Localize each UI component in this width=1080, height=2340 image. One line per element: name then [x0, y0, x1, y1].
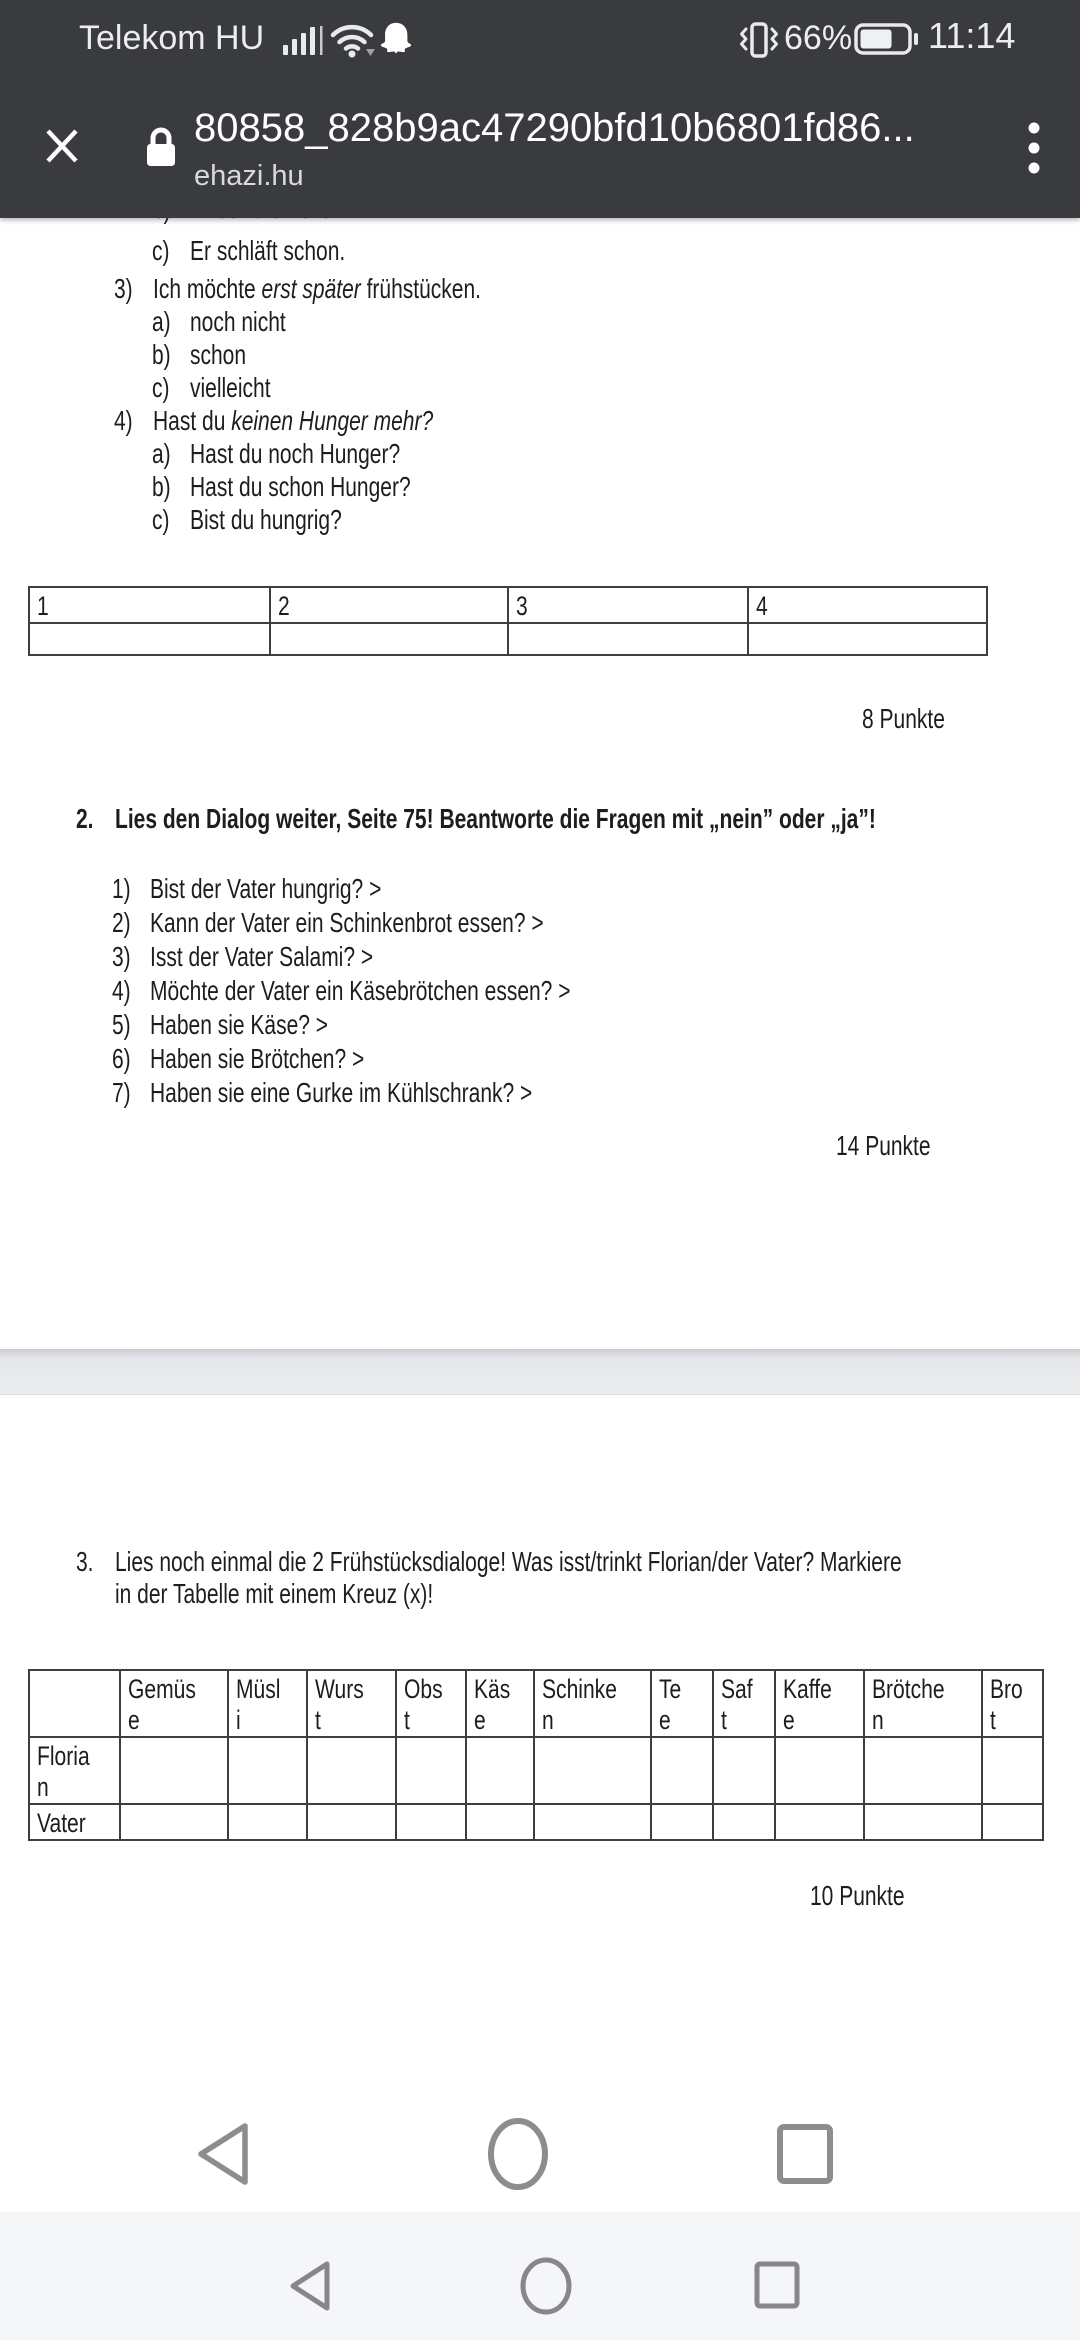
- doc-line: [0, 404, 1080, 437]
- table-cell: [120, 1804, 228, 1840]
- instruction-text: in der Tabelle mit einem Kreuz (x)!: [115, 1578, 434, 1609]
- list-marker: 4): [114, 405, 133, 436]
- table-cell: [228, 1804, 307, 1840]
- vibrate-icon: [736, 22, 782, 58]
- table-cell: [713, 1804, 775, 1840]
- list-text: schon: [190, 339, 247, 370]
- top-bar: [0, 0, 1080, 218]
- doc-line: [0, 371, 1080, 404]
- back-button[interactable]: [285, 2258, 335, 2314]
- doc-line: 6) Haben sie Brötchen? >: [112, 1043, 365, 1074]
- doc-line: [0, 470, 1080, 503]
- list-text: Hast du noch Hunger?: [190, 438, 401, 469]
- doc-line: [0, 305, 1080, 338]
- table-cell: [396, 1804, 466, 1840]
- table-cell: [29, 1670, 120, 1737]
- table-cell: [651, 1737, 713, 1804]
- table-cell: Käs e: [466, 1670, 534, 1737]
- table-cell: [307, 1804, 396, 1840]
- table-cell: [713, 1737, 775, 1804]
- doc-line: [0, 437, 1080, 470]
- list-text: Hast du keinen Hunger mehr?: [153, 405, 434, 436]
- list-marker: c): [152, 372, 170, 403]
- points-label: 10 Punkte: [810, 1880, 905, 1911]
- doc-line: 5) Haben sie Käse? >: [112, 1009, 329, 1040]
- table-cell: [864, 1804, 982, 1840]
- doc-line: [0, 338, 1080, 371]
- lock-icon: [142, 124, 180, 170]
- list-text: noch nicht: [190, 306, 286, 337]
- table-row-label: Vater: [29, 1804, 120, 1840]
- carrier-label: Telekom HU: [79, 19, 265, 57]
- list-marker: 3.: [76, 1546, 94, 1577]
- table-cell: [466, 1737, 534, 1804]
- table-cell: [120, 1737, 228, 1804]
- table-cell: 2: [270, 587, 508, 623]
- table-cell: Schinke n: [534, 1670, 651, 1737]
- doc-line: 4) Möchte der Vater ein Käsebrötchen essen? >: [112, 975, 571, 1006]
- list-marker: 2.: [76, 803, 94, 834]
- list-marker: a): [152, 306, 171, 337]
- doc-line: [0, 503, 1080, 536]
- signal-icon: [283, 24, 325, 56]
- doc-line: 7) Haben sie eine Gurke im Kühlschrank? >: [112, 1077, 533, 1108]
- table-cell: 1: [29, 587, 270, 623]
- kebab-menu-icon[interactable]: [1026, 120, 1042, 176]
- table-cell: [466, 1804, 534, 1840]
- table-cell: [508, 623, 748, 655]
- embedded-recents-icon: [776, 2124, 834, 2184]
- table-cell: 3: [508, 587, 748, 623]
- points-label: 8 Punkte: [862, 703, 945, 734]
- doc-line: 2) Kann der Vater ein Schinkenbrot essen? >: [112, 907, 544, 938]
- clock-label: 11:14: [928, 15, 1016, 56]
- battery-icon: [854, 23, 920, 55]
- table-cell: [534, 1804, 651, 1840]
- wifi-icon: [330, 22, 376, 58]
- table-cell: Bro t: [982, 1670, 1043, 1737]
- table-cell: Brötche n: [864, 1670, 982, 1737]
- table-cell: [651, 1804, 713, 1840]
- page-domain: ehazi.hu: [194, 160, 304, 192]
- table-cell: [775, 1804, 864, 1840]
- list-text: Hast du schon Hunger?: [190, 471, 411, 502]
- table-cell: Kaffe e: [775, 1670, 864, 1737]
- exercise2-instruction: [0, 802, 1080, 835]
- table-cell: [775, 1737, 864, 1804]
- table-cell: Saf t: [713, 1670, 775, 1737]
- page-break-divider: [0, 1349, 1080, 1395]
- recents-button[interactable]: [753, 2261, 801, 2309]
- page-title: 80858_828b9ac47290bfd10b6801fd86...: [194, 106, 915, 150]
- list-text: vielleicht: [190, 372, 271, 403]
- doc-line: 3) Isst der Vater Salami? >: [112, 941, 374, 972]
- doc-line: [0, 234, 1080, 267]
- embedded-back-icon: [190, 2118, 256, 2190]
- answers-table: [28, 586, 988, 656]
- table-cell: [270, 623, 508, 655]
- marking-table: [28, 1669, 1044, 1841]
- home-button[interactable]: [519, 2257, 573, 2315]
- table-cell: 4: [748, 587, 987, 623]
- list-marker: a): [152, 438, 171, 469]
- list-marker: b): [152, 339, 171, 370]
- table-cell: [748, 623, 987, 655]
- list-marker: c): [152, 504, 170, 535]
- table-cell: Obs t: [396, 1670, 466, 1737]
- table-cell: [307, 1737, 396, 1804]
- snapchat-icon: [376, 20, 416, 58]
- table-cell: [29, 623, 270, 655]
- list-text: Ich möchte erst später frühstücken.: [153, 273, 481, 304]
- list-text: Er schläft schon.: [190, 235, 346, 266]
- table-row-label: Floria n: [29, 1737, 120, 1804]
- table-cell: [396, 1737, 466, 1804]
- table-cell: Gemüs e: [120, 1670, 228, 1737]
- table-cell: [228, 1737, 307, 1804]
- list-marker: b): [152, 471, 171, 502]
- embedded-home-icon: [486, 2116, 550, 2192]
- points-label: 14 Punkte: [836, 1130, 931, 1161]
- close-icon[interactable]: [40, 124, 84, 168]
- exercise3-instruction-line2: [0, 1577, 1080, 1610]
- instruction-text: Lies den Dialog weiter, Seite 75! Beantworte die Fragen mit „nein” oder „ja”!: [115, 803, 876, 834]
- table-cell: [534, 1737, 651, 1804]
- table-cell: Wurs t: [307, 1670, 396, 1737]
- exercise3-instruction: [0, 1545, 1080, 1578]
- table-cell: [982, 1804, 1043, 1840]
- table-cell: [982, 1737, 1043, 1804]
- table-cell: [864, 1737, 982, 1804]
- doc-line: 1) Bist der Vater hungrig? >: [112, 873, 382, 904]
- table-cell: Te e: [651, 1670, 713, 1737]
- list-marker: c): [152, 235, 170, 266]
- instruction-text: Lies noch einmal die 2 Frühstücksdialoge! Was isst/trinkt Florian/der Vater? Markiere: [115, 1546, 902, 1577]
- table-cell: Müsl i: [228, 1670, 307, 1737]
- list-text: Bist du hungrig?: [190, 504, 342, 535]
- doc-line: [0, 272, 1080, 305]
- battery-percent-label: 66%: [784, 19, 853, 57]
- list-marker: 3): [114, 273, 133, 304]
